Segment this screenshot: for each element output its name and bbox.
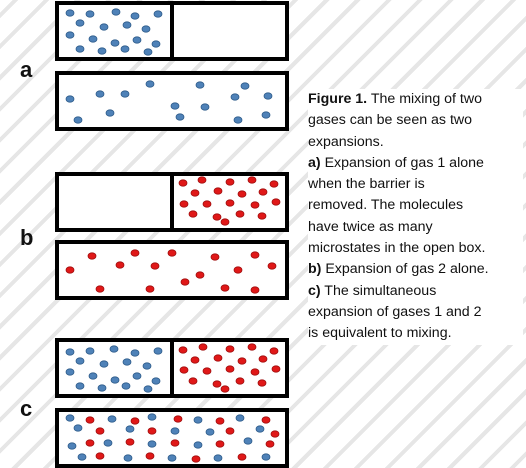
panel-label-b: b (20, 225, 34, 250)
gas1-molecule (66, 32, 74, 38)
gas2-molecule (179, 180, 187, 186)
gas2-molecule (168, 250, 176, 256)
caption-intro-1: The mixing of two (367, 91, 483, 107)
gas1-molecule (144, 49, 152, 55)
gas1-molecule (171, 428, 179, 434)
panel-c (57, 340, 287, 466)
gas1-molecule (121, 46, 129, 52)
gas1-molecule (154, 11, 162, 17)
caption-b-label: b) (308, 261, 322, 278)
gas1-molecule (122, 383, 130, 389)
gas1-molecule (66, 10, 74, 16)
gas2-molecule (272, 199, 280, 205)
gas1-molecule (131, 13, 139, 19)
panel-a-right-chamber (172, 3, 287, 59)
gas2-molecule (199, 344, 207, 350)
gas2-molecule (258, 213, 266, 219)
gas2-molecule (88, 253, 96, 259)
caption-c-1: The simultaneous (320, 282, 437, 299)
gas2-molecule (126, 439, 134, 445)
gas2-molecule (271, 431, 279, 437)
gas1-molecule (123, 22, 131, 28)
gas1-molecule (241, 83, 249, 89)
gas2-molecule (96, 286, 104, 292)
panel-a (57, 3, 287, 129)
gas1-molecule (231, 94, 239, 100)
caption-c-2: expansion of gases 1 and 2 (308, 303, 482, 320)
gas1-molecule (86, 348, 94, 354)
gas1-molecule (66, 415, 74, 421)
caption-a-5: microstates in the open box. (308, 240, 486, 257)
gas2-molecule (251, 252, 259, 258)
gas1-molecule (66, 369, 74, 375)
gas1-molecule (108, 416, 116, 422)
gas1-molecule (126, 426, 134, 432)
gas2-molecule (131, 250, 139, 256)
gas2-molecule (236, 211, 244, 217)
gas2-molecule (251, 287, 259, 293)
gas2-molecule (262, 417, 270, 423)
gas2-molecule (213, 214, 221, 220)
gas1-molecule (196, 82, 204, 88)
caption-b-1: Expansion of gas 2 alone. (321, 261, 489, 278)
gas1-molecule (112, 9, 120, 15)
panel-b (57, 174, 287, 298)
gas1-molecule (154, 348, 162, 354)
gas1-molecule (148, 414, 156, 420)
gas1-molecule (194, 417, 202, 423)
gas2-molecule (238, 454, 246, 460)
gas2-molecule (226, 366, 234, 372)
gas1-molecule (89, 373, 97, 379)
gas1-molecule (176, 114, 184, 120)
gas1-molecule (262, 454, 270, 460)
gas2-molecule (214, 188, 222, 194)
gas2-molecule (270, 181, 278, 187)
gas2-molecule (226, 346, 234, 352)
gas2-molecule (226, 200, 234, 206)
gas1-molecule (121, 91, 129, 97)
caption-a-3: removed. The molecules (308, 197, 464, 214)
caption-c-3: is equivalent to mixing. (308, 325, 452, 342)
caption-a-label: a) (308, 154, 321, 171)
gas1-molecule (143, 363, 151, 369)
gas1-molecule (76, 358, 84, 364)
gas2-molecule (180, 201, 188, 207)
gas2-molecule (238, 191, 246, 197)
panel-label-c: c (20, 396, 33, 421)
gas2-molecule (191, 190, 199, 196)
gas2-molecule (146, 286, 154, 292)
gas2-molecule (272, 366, 280, 372)
gas2-molecule (189, 378, 197, 384)
gas1-molecule (78, 454, 86, 460)
gas1-molecule (144, 386, 152, 392)
gas1-molecule (142, 26, 150, 32)
gas1-molecule (194, 442, 202, 448)
gas1-molecule (146, 81, 154, 87)
gas2-molecule (216, 418, 224, 424)
caption-a-1: Expansion of gas 1 alone (320, 154, 484, 171)
gas2-molecule (248, 344, 256, 350)
gas1-molecule (100, 361, 108, 367)
gas1-molecule (76, 20, 84, 26)
gas2-molecule (180, 367, 188, 373)
gas1-molecule (201, 104, 209, 110)
panel-a-open-box (57, 73, 287, 129)
gas1-molecule (104, 440, 112, 446)
gas2-molecule (248, 177, 256, 183)
gas2-molecule (66, 267, 74, 273)
gas1-molecule (66, 96, 74, 102)
gas2-molecule (238, 358, 246, 364)
gas1-molecule (131, 350, 139, 356)
gas2-molecule (191, 357, 199, 363)
gas2-molecule (216, 441, 224, 447)
gas2-molecule (181, 279, 189, 285)
gas2-molecule (116, 262, 124, 268)
gas1-molecule (111, 377, 119, 383)
gas2-molecule (214, 355, 222, 361)
gas1-molecule (168, 455, 176, 461)
gas2-molecule (259, 356, 267, 362)
gas1-molecule (76, 46, 84, 52)
gas1-molecule (236, 415, 244, 421)
gas2-molecule (259, 189, 267, 195)
caption-title: Figure 1. (308, 91, 368, 107)
gas2-molecule (211, 254, 219, 260)
gas1-molecule (100, 24, 108, 30)
caption-intro-3: expansions. (308, 133, 384, 150)
gas1-molecule (66, 349, 74, 355)
gas1-molecule (256, 426, 264, 432)
gas2-molecule (268, 263, 276, 269)
gas2-molecule (86, 440, 94, 446)
gas2-molecule (236, 378, 244, 384)
gas1-molecule (111, 40, 119, 46)
gas1-molecule (234, 117, 242, 123)
gas2-molecule (221, 219, 229, 225)
gas1-molecule (262, 112, 270, 118)
gas1-molecule (74, 117, 82, 123)
gas1-molecule (89, 36, 97, 42)
gas1-molecule (96, 91, 104, 97)
figure-caption (308, 89, 523, 345)
gas2-molecule (151, 263, 159, 269)
gas2-molecule (96, 428, 104, 434)
gas2-molecule (198, 177, 206, 183)
gas2-molecule (234, 267, 242, 273)
gas2-molecule (251, 202, 259, 208)
gas2-molecule (171, 440, 179, 446)
caption-c-label: c) (308, 282, 321, 299)
gas1-molecule (244, 438, 252, 444)
gas2-molecule (196, 272, 204, 278)
gas2-molecule (226, 428, 234, 434)
caption-a-4: have twice as many (308, 218, 433, 235)
gas1-molecule (206, 429, 214, 435)
gas1-molecule (133, 37, 141, 43)
gas2-molecule (258, 380, 266, 386)
gas2-molecule (146, 453, 154, 459)
gas2-molecule (203, 201, 211, 207)
gas2-molecule (179, 347, 187, 353)
gas2-molecule (192, 456, 200, 462)
gas2-molecule (86, 417, 94, 423)
gas1-molecule (152, 378, 160, 384)
panel-label-a: a (20, 57, 33, 82)
gas1-molecule (133, 373, 141, 379)
gas2-molecule (266, 441, 274, 447)
gas1-molecule (124, 455, 132, 461)
gas1-molecule (76, 383, 84, 389)
gas1-molecule (106, 110, 114, 116)
gas1-molecule (74, 425, 82, 431)
gas2-molecule (226, 179, 234, 185)
gas1-molecule (98, 48, 106, 54)
gas1-molecule (264, 93, 272, 99)
gas2-molecule (131, 418, 139, 424)
gas1-molecule (214, 455, 222, 461)
gas2-molecule (221, 285, 229, 291)
gas2-molecule (96, 453, 104, 459)
gas2-molecule (270, 348, 278, 354)
gas2-molecule (213, 381, 221, 387)
gas1-molecule (152, 41, 160, 47)
panel-b-left-chamber (57, 174, 172, 230)
gas1-molecule (110, 346, 118, 352)
gas2-molecule (203, 368, 211, 374)
gas2-molecule (221, 386, 229, 392)
gas1-molecule (123, 359, 131, 365)
caption-a-2: when the barrier is (308, 176, 425, 193)
gas1-molecule (68, 443, 76, 449)
gas2-molecule (174, 416, 182, 422)
gas2-molecule (189, 211, 197, 217)
caption-intro-2: gases can be seen as two (308, 112, 473, 129)
gas2-molecule (148, 428, 156, 434)
gas1-molecule (86, 11, 94, 17)
gas1-molecule (148, 441, 156, 447)
gas2-molecule (251, 369, 259, 375)
gas1-molecule (171, 103, 179, 109)
gas1-molecule (98, 385, 106, 391)
